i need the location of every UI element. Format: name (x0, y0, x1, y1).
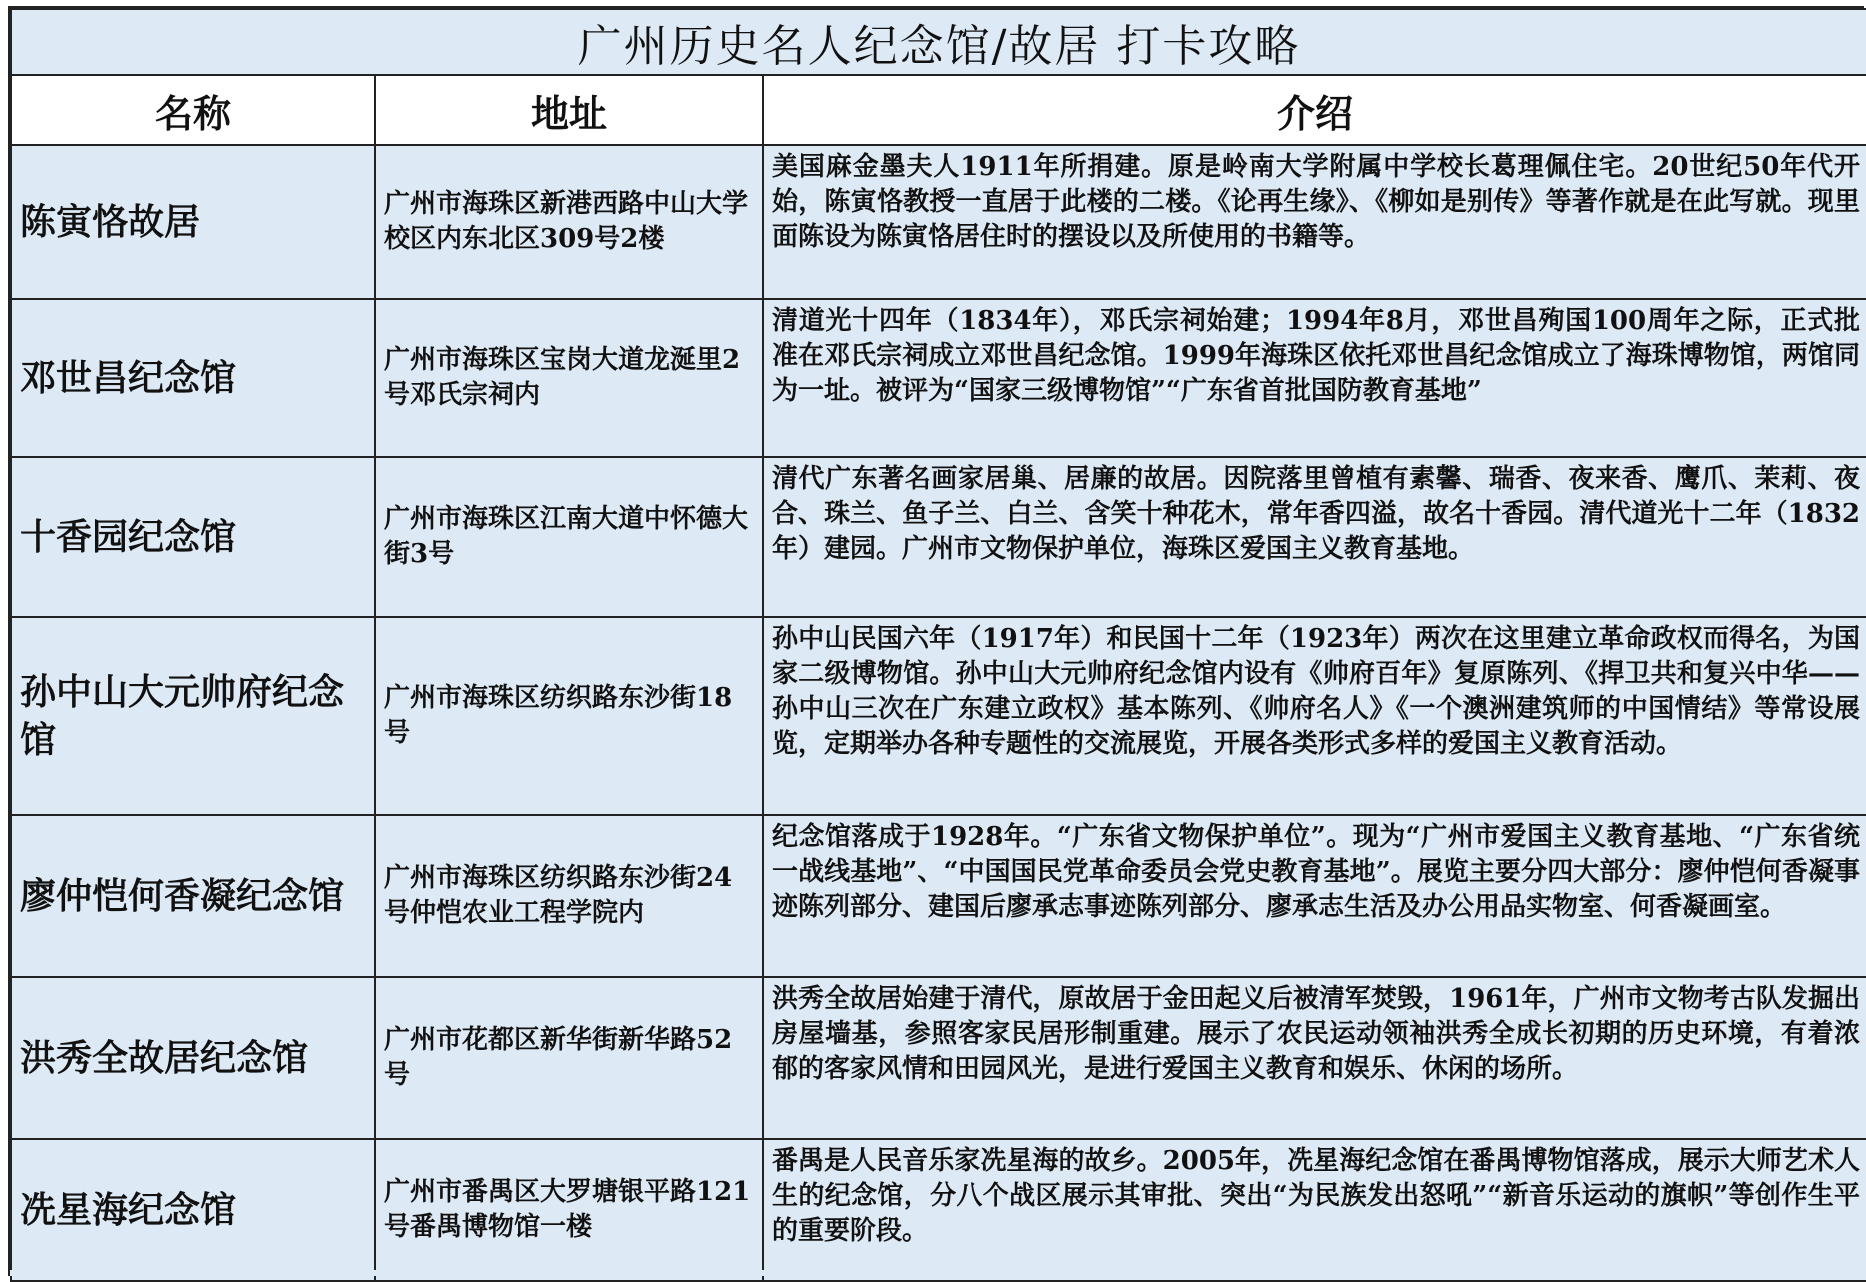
table-row (11, 457, 1866, 617)
header-intro: 介绍 (763, 75, 1866, 145)
cell-name: 廖仲恺何香凝纪念馆 (11, 815, 375, 977)
cell-address: 广州市海珠区宝岗大道龙涎里2号邓氏宗祠内 (375, 299, 763, 457)
table-row (11, 145, 1866, 299)
table-title: 广州历史名人纪念馆/故居 打卡攻略 (11, 9, 1866, 75)
table-row (11, 617, 1866, 815)
cell-intro: 美国麻金墨夫人1911年所捐建。原是岭南大学附属中学校长葛理佩住宅。20世纪50年代开始，陈寅恪教授一直居于此楼的二楼。《论再生缘》、《柳如是别传》等著作就是在此写就。现里面陈设为陈寅恪居住时的摆设以及所使用的书籍等。 (763, 145, 1866, 299)
cell-intro: 孙中山民国六年（1917年）和民国十二年（1923年）两次在这里建立革命政权而得名，为国家二级博物馆。孙中山大元帅府纪念馆内设有《帅府百年》复原陈列、《捍卫共和复兴中华——孙中山三次在广东建立政权》基本陈列、《帅府名人》《一个澳洲建筑师的中国情结》等常设展览，定期举办各种专题性的交流展览，开展各类形式多样的爱国主义教育活动。 (763, 617, 1866, 815)
spreadsheet-sheet (8, 6, 1864, 1276)
table-row (11, 977, 1866, 1139)
cell-address: 广州市花都区新华街新华路52号 (375, 977, 763, 1139)
header-row (11, 75, 1866, 145)
next-row-strip (10, 1270, 1864, 1276)
cell-address: 广州市海珠区纺织路东沙街18号 (375, 617, 763, 815)
cell-address: 广州市海珠区新港西路中山大学校区内东北区309号2楼 (375, 145, 763, 299)
table-row (11, 299, 1866, 457)
cell-name: 孙中山大元帅府纪念馆 (11, 617, 375, 815)
header-address: 地址 (375, 75, 763, 145)
cell-intro: 纪念馆落成于1928年。“广东省文物保护单位”。现为“广州市爱国主义教育基地、“广东省统一战线基地”、“中国国民党革命委员会党史教育基地”。展览主要分四大部分：廖仲恺何香凝事迹陈列部分、建国后廖承志事迹陈列部分、廖承志生活及办公用品实物室、何香凝画室。 (763, 815, 1866, 977)
cell-name: 冼星海纪念馆 (11, 1139, 375, 1281)
cell-name: 十香园纪念馆 (11, 457, 375, 617)
cell-address: 广州市海珠区江南大道中怀德大街3号 (375, 457, 763, 617)
cell-name: 陈寅恪故居 (11, 145, 375, 299)
cell-intro: 番禺是人民音乐家冼星海的故乡。2005年，冼星海纪念馆在番禺博物馆落成，展示大师艺术人生的纪念馆，分八个战区展示其审批、突出“为民族发出怒吼”“新音乐运动的旗帜”等创作生平的重要阶段。 (763, 1139, 1866, 1281)
cell-intro: 洪秀全故居始建于清代，原故居于金田起义后被清军焚毁，1961年，广州市文物考古队发掘出房屋墙基，参照客家民居形制重建。展示了农民运动领袖洪秀全成长初期的历史环境，有着浓郁的客家风情和田园风光，是进行爱国主义教育和娱乐、休闲的场所。 (763, 977, 1866, 1139)
header-name: 名称 (11, 75, 375, 145)
cell-address: 广州市海珠区纺织路东沙街24号仲恺农业工程学院内 (375, 815, 763, 977)
cell-intro: 清代广东著名画家居巢、居廉的故居。因院落里曾植有素馨、瑞香、夜来香、鹰爪、茉莉、夜合、珠兰、鱼子兰、白兰、含笑十种花木，常年香四溢，故名十香园。清代道光十二年（1832年）建园。广州市文物保护单位，海珠区爱国主义教育基地。 (763, 457, 1866, 617)
cell-address: 广州市番禺区大罗塘银平路121号番禺博物馆一楼 (375, 1139, 763, 1281)
cell-name: 洪秀全故居纪念馆 (11, 977, 375, 1139)
cell-intro: 清道光十四年（1834年），邓氏宗祠始建；1994年8月，邓世昌殉国100周年之际，正式批准在邓氏宗祠成立邓世昌纪念馆。1999年海珠区依托邓世昌纪念馆成立了海珠博物馆，两馆同为一址。被评为“国家三级博物馆”“广东省首批国防教育基地” (763, 299, 1866, 457)
cell-name: 邓世昌纪念馆 (11, 299, 375, 457)
table-row (11, 815, 1866, 977)
title-row (11, 9, 1866, 75)
museum-guide-table (10, 8, 1866, 1282)
table-row (11, 1139, 1866, 1281)
